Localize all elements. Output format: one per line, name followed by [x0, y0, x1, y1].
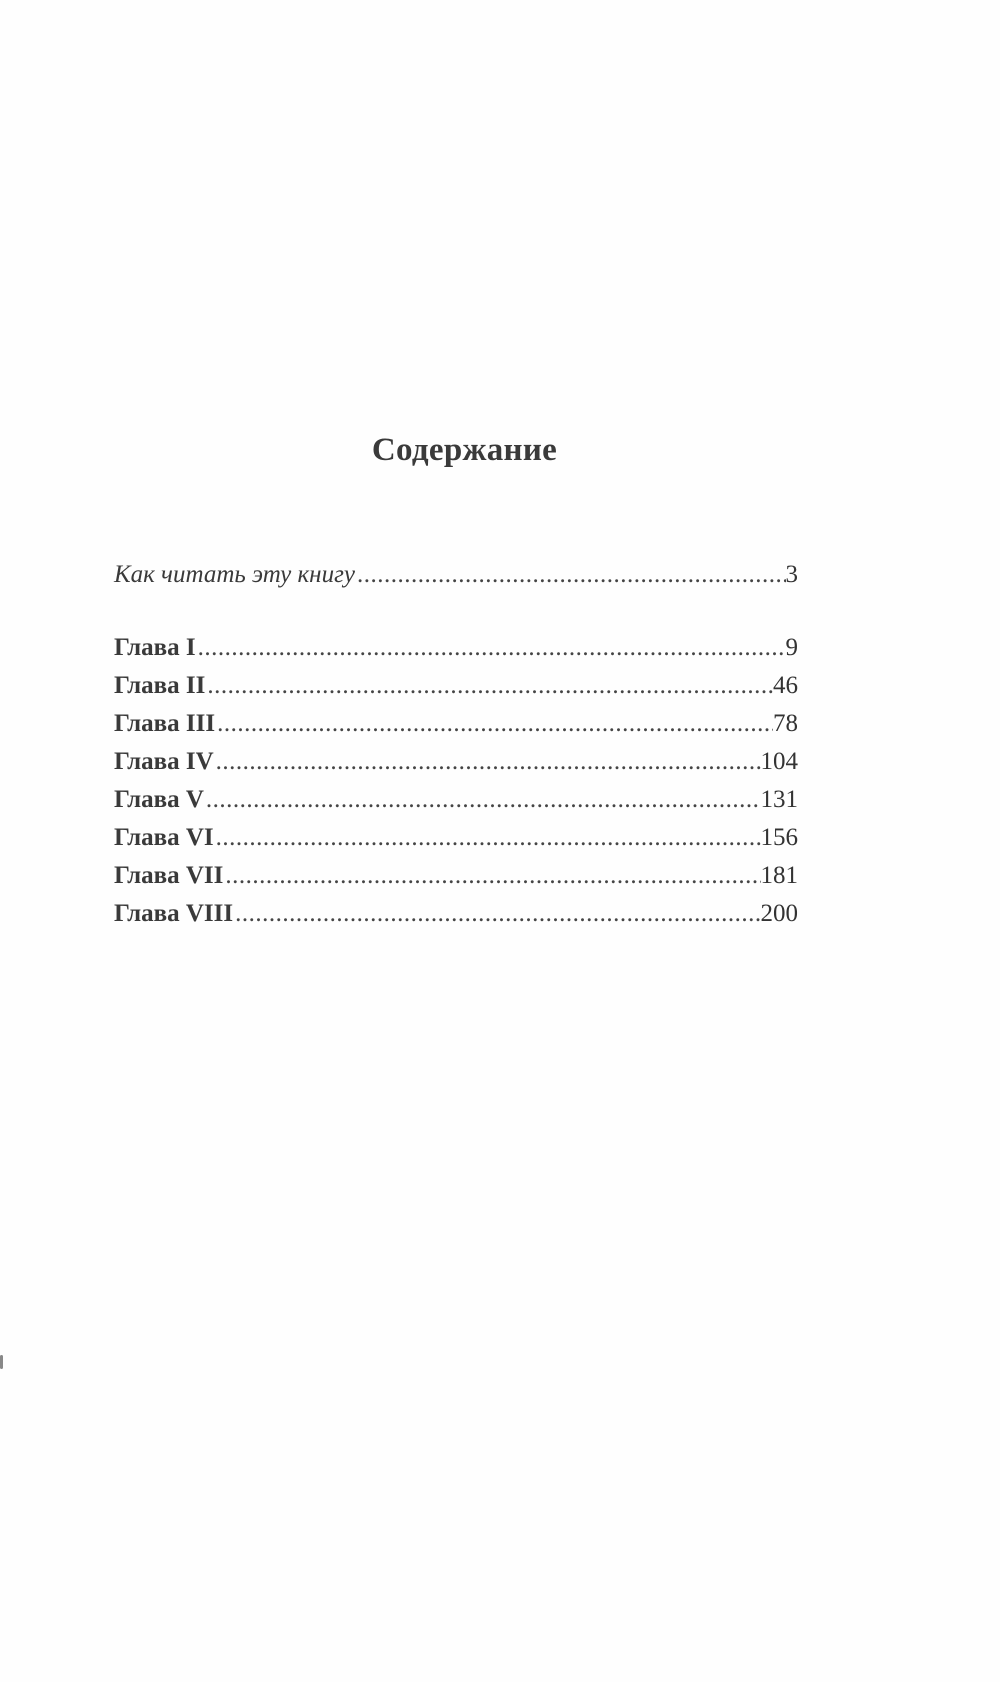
- toc-entry-intro[interactable]: [114, 560, 798, 590]
- toc-entry-label: Как читать эту книгу: [114, 561, 355, 588]
- toc-entry-page: 3: [785, 561, 798, 588]
- toc-entry-label: Глава VIII: [114, 900, 234, 927]
- toc-entry-label: Глава IV: [114, 748, 214, 775]
- dot-leader: [225, 861, 760, 891]
- toc-entry-page: 200: [760, 900, 798, 927]
- toc-entry-chapter-4[interactable]: [114, 747, 798, 777]
- dot-leader: [235, 899, 760, 929]
- toc-entry-page: 104: [760, 748, 798, 775]
- dot-leader: [357, 560, 786, 590]
- toc-entry-label: Глава VII: [114, 862, 224, 889]
- toc-entry-page: 156: [760, 824, 798, 851]
- dot-leader: [198, 633, 786, 663]
- dot-leader: [207, 671, 773, 701]
- toc-entry-page: 9: [785, 634, 798, 661]
- toc-entry-chapter-5[interactable]: [114, 785, 798, 815]
- dot-leader: [216, 747, 761, 777]
- toc-entry-label: Глава VI: [114, 824, 214, 851]
- toc-entry-label: Глава V: [114, 786, 204, 813]
- dot-leader: [206, 785, 761, 815]
- dot-leader: [216, 823, 761, 853]
- toc-entry-chapter-1[interactable]: [114, 633, 798, 663]
- toc-entry-label: Глава I: [114, 634, 196, 661]
- toc-entry-chapter-7[interactable]: [114, 861, 798, 891]
- toc-entry-page: 181: [760, 862, 798, 889]
- scan-margin-mark: [0, 1355, 3, 1369]
- toc-title: Содержание: [371, 432, 558, 468]
- toc-entry-label: Глава II: [114, 672, 206, 699]
- toc-entry-page: 78: [773, 710, 798, 737]
- toc-entry-chapter-3[interactable]: [114, 709, 798, 739]
- toc-entry-label: Глава III: [114, 710, 216, 737]
- toc-entry-chapter-6[interactable]: [114, 823, 798, 853]
- toc-entry-chapter-2[interactable]: [114, 671, 798, 701]
- dot-leader: [217, 709, 773, 739]
- toc-entry-chapter-8[interactable]: [114, 899, 798, 929]
- toc-entry-page: 46: [773, 672, 798, 699]
- toc-entry-page: 131: [760, 786, 798, 813]
